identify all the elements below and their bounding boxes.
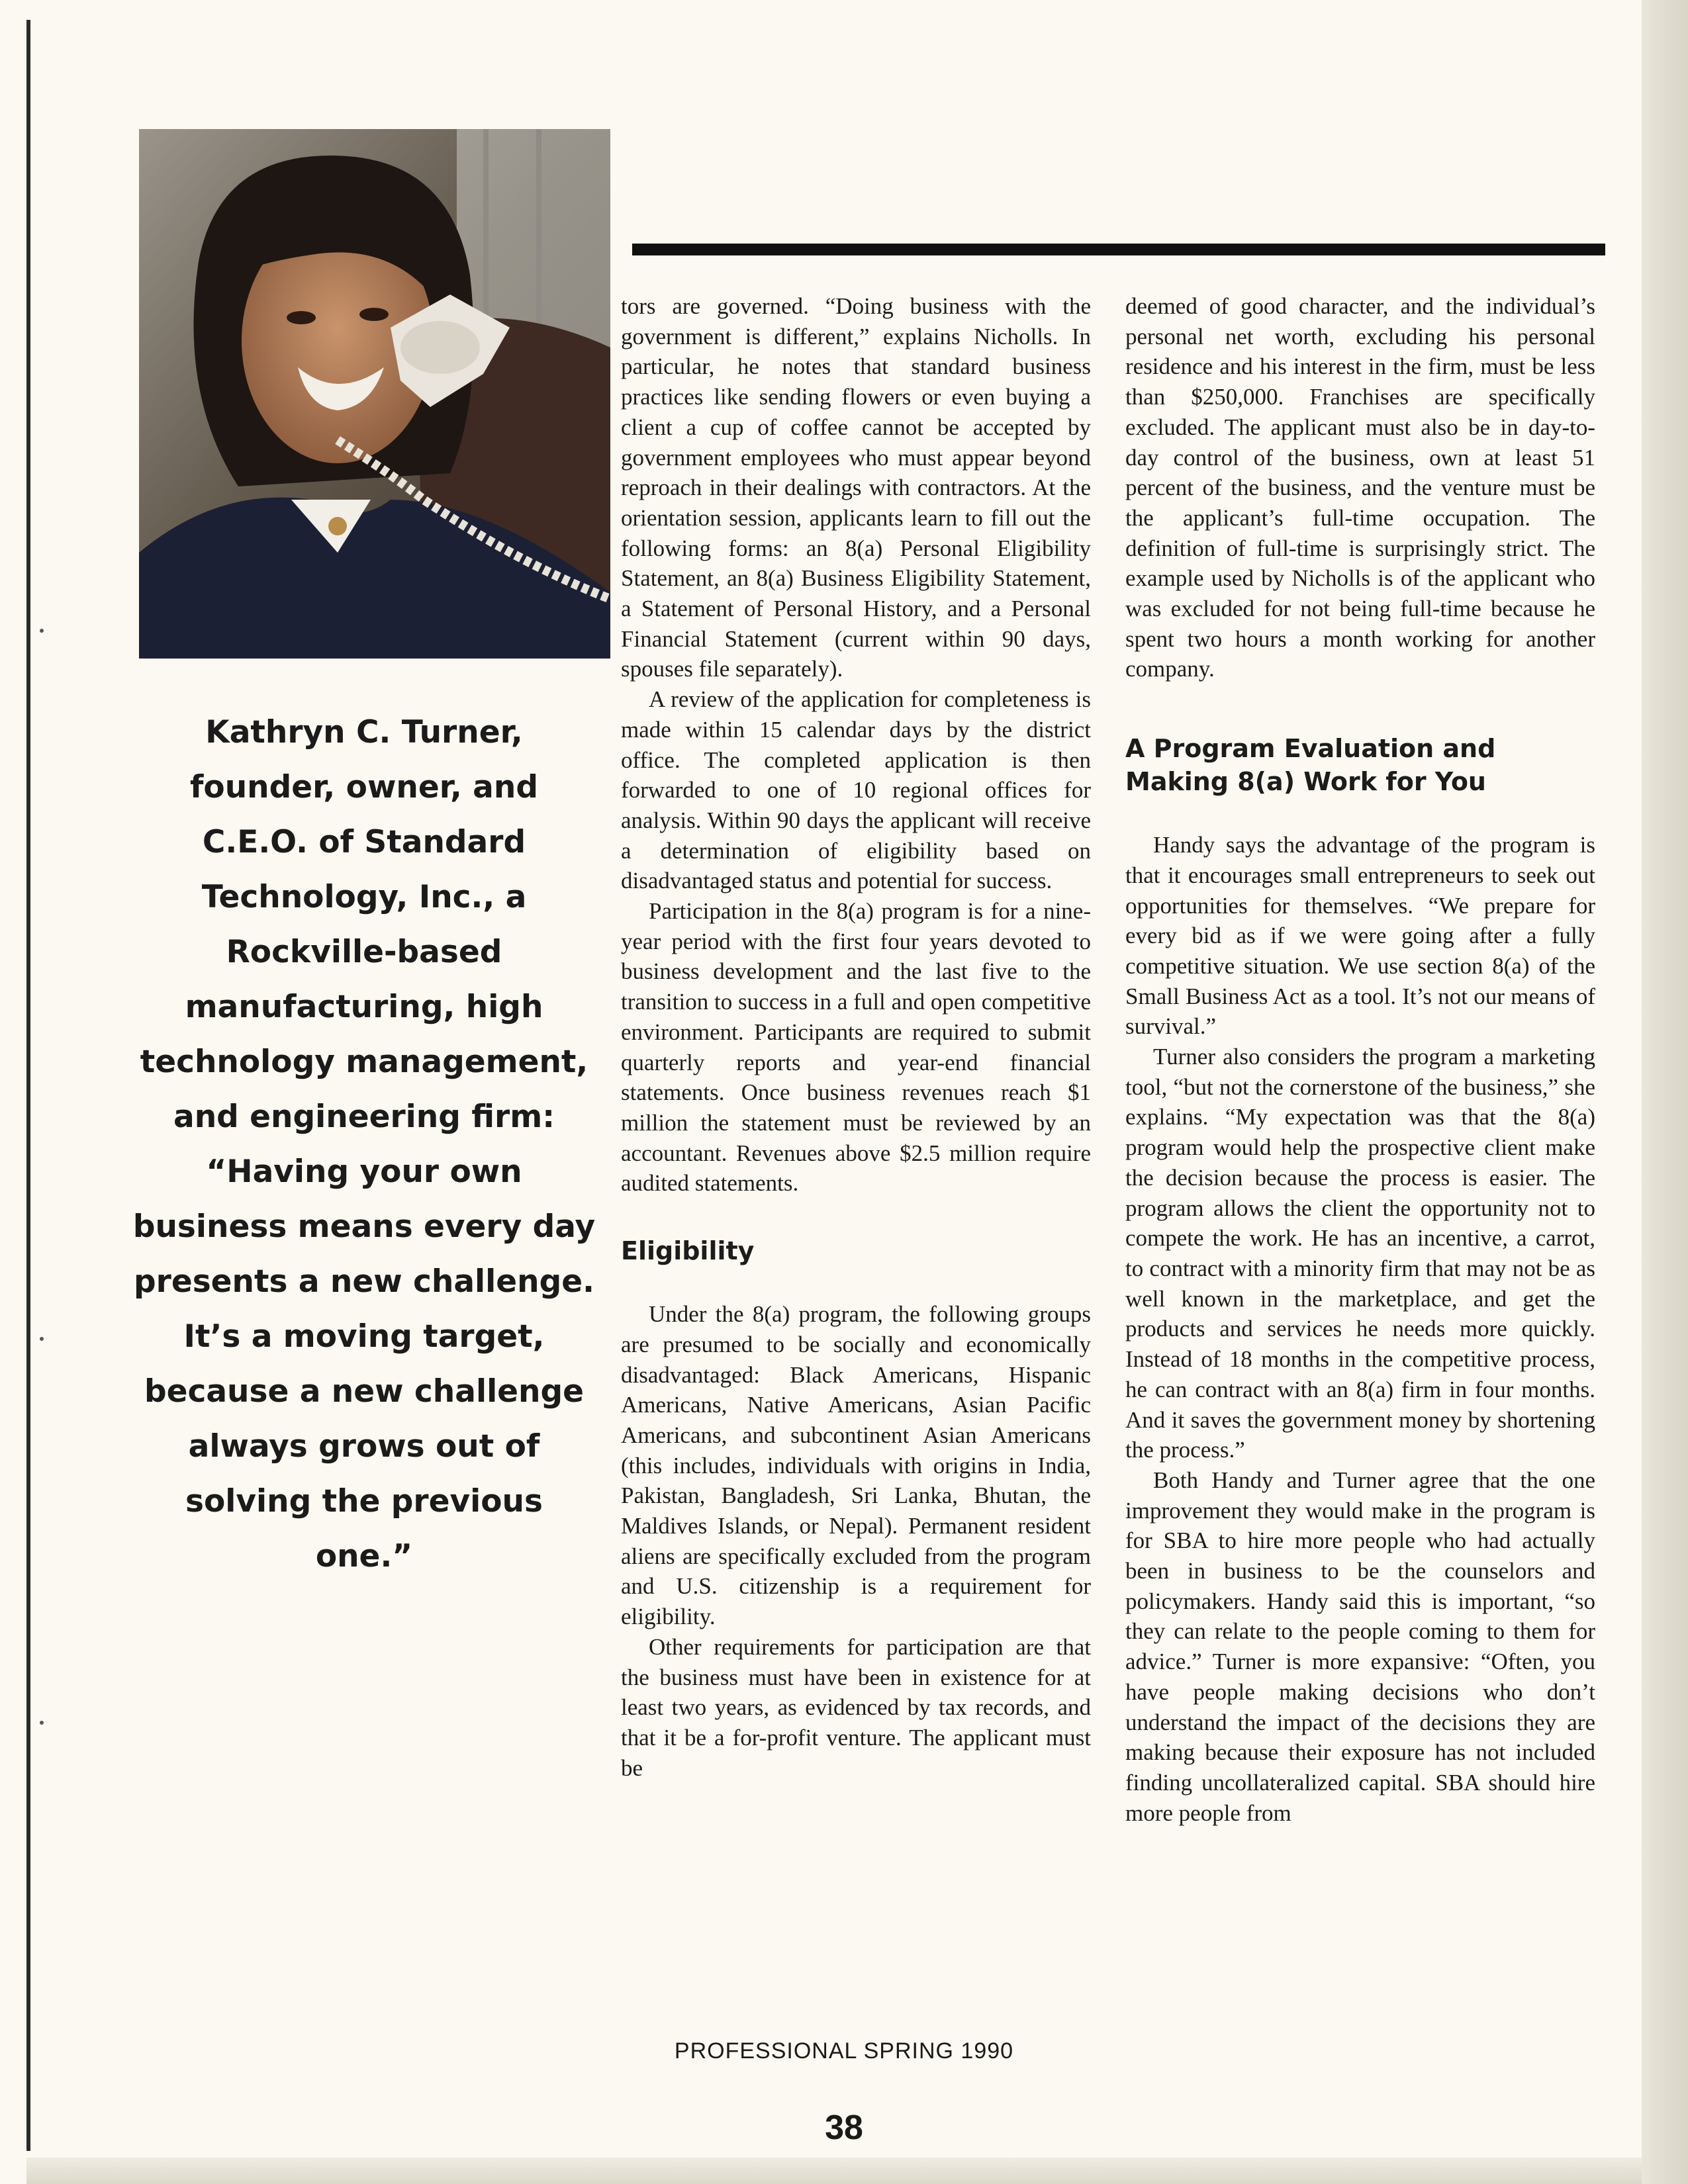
paragraph: Both Handy and Turner agree that the one improvement they would make in the program is for SBA to hire more people who had actually been in business to be the counselors and policymakers. Handy said this is important, “so they can relate to the people coming to them for advice.” Turner is more expansive: “Often, you have people making decisions who don’t understand the impact of the decisions they are making because their exposure has not included finding uncollateralized capital. SBA should hire more people from xyxy=(1125,1467,1595,1826)
paragraph: A review of the application for completeness is made within 15 calendar days by the district office. The completed application is then forwarded to one of 10 regional offices for analysis. Within 90 days the applicant will receive a determination of eligibility based on disadvantaged status and potential for success. xyxy=(621,686,1091,894)
paragraph: Handy says the advantage of the program is that it encourages small entrepreneurs to seek out opportunities for themselves. “We prepare for every bid as if we were going after a fully competitive situation. We use section 8(a) of the Small Business Act as a tool. It’s not our means of survival.” xyxy=(1125,832,1595,1040)
section-rule xyxy=(632,244,1605,255)
scan-mark xyxy=(40,629,44,633)
page-number: 38 xyxy=(825,2109,863,2147)
section-heading: Eligibility xyxy=(621,1236,755,1266)
paragraph: Under the 8(a) program, the following groups are presumed to be socially and economically disadvantaged: Black Americans, Hispanic Americans, Native Americans, Asian Pacific Americans, and subcontinent Asian Americans (this includes, individuals with origins in India, Pakistan, Bangladesh, Sri Lanka, Bhutan, the Maldives Islands, or Nepal). Permanent resident aliens are specifically excluded from the program and U.S. citizenship is a requirement for eligibility. xyxy=(621,1301,1091,1630)
scan-mark xyxy=(40,1721,44,1725)
paragraph: deemed of good character, and the individual’s personal net worth, excluding his personal residence and his interest in the firm, must be less than $250,000. Franchises are specifically excluded. The applicant must also be in day-to-day control of the business, own at least 51 percent of the business, and the venture must be the applicant’s full-time occupation. The definition of full-time is surprisingly strict. The example used by Nicholls is of the applicant who was excluded for not being full-time because he spent two hours a month working for another company. xyxy=(1125,293,1595,682)
portrait-photo xyxy=(139,129,610,659)
paragraph: Turner also considers the program a marketing tool, “but not the cornerstone of the business,” she explains. “My expectation was that the 8(a) program would help the prospective client make the decision because the process is easier. The program allows the client the opportunity not to compete the work. He has an incentive, a carrot, to contract with a minority firm that may not be as well known in the marketplace, and get the products and services he needs more quickly. Instead of 18 months in the competitive process, he can contract with an 8(a) firm in four months. And it saves the government money by shortening the process.” xyxy=(1125,1044,1595,1463)
publication-footer: PROFESSIONAL SPRING 1990 xyxy=(674,2038,1014,2064)
scan-mark xyxy=(40,1337,44,1341)
paragraph: Other requirements for participation are that the business must have been in existence for at least two years, as evidenced by tax records, and that it be a for-profit venture. The applicant must be xyxy=(621,1633,1091,1781)
article-column-1 xyxy=(621,291,1091,1783)
section-heading: A Program Evaluation and Making 8(a) Work for You xyxy=(1125,734,1496,797)
page-binding-edge xyxy=(26,20,30,2151)
portrait-photo-icon xyxy=(139,129,610,659)
photo-caption: Kathryn C. Turner, founder, owner, and C.E.O. of Standard Technology, Inc., a Rockville-based manufacturing, high technology management, and engineering firm: “Having your own business means every day presents a new challenge. It’s a moving target, because a new challenge always grows out of solving the previous one.” xyxy=(132,714,596,1574)
paragraph: tors are governed. “Doing business with the government is different,” explains Nicholls. In particular, he notes that standard business practices like sending flowers or even buying a client a cup of coffee cannot be accepted by government employees who must appear beyond reproach in their dealings with contractors. At the orientation session, applicants learn to fill out the following forms: an 8(a) Personal Eligibility Statement, an 8(a) Business Eligibility Statement, a Statement of Personal History, and a Personal Financial Statement (current within 90 days, spouses file separately). xyxy=(621,293,1091,682)
page-bottom-edge xyxy=(26,2158,1642,2184)
article-column-2 xyxy=(1125,291,1595,1828)
paragraph: Participation in the 8(a) program is for a nine-year period with the first four years devoted to business development and the last five to the transition to success in a full and open competitive environment. Participants are required to submit quarterly reports and year-end financial statements. Once business revenues reach $1 million the statement must be reviewed by an accountant. Revenues above $2.5 million require audited statements. xyxy=(621,898,1091,1197)
page-right-edge xyxy=(1642,0,1688,2184)
